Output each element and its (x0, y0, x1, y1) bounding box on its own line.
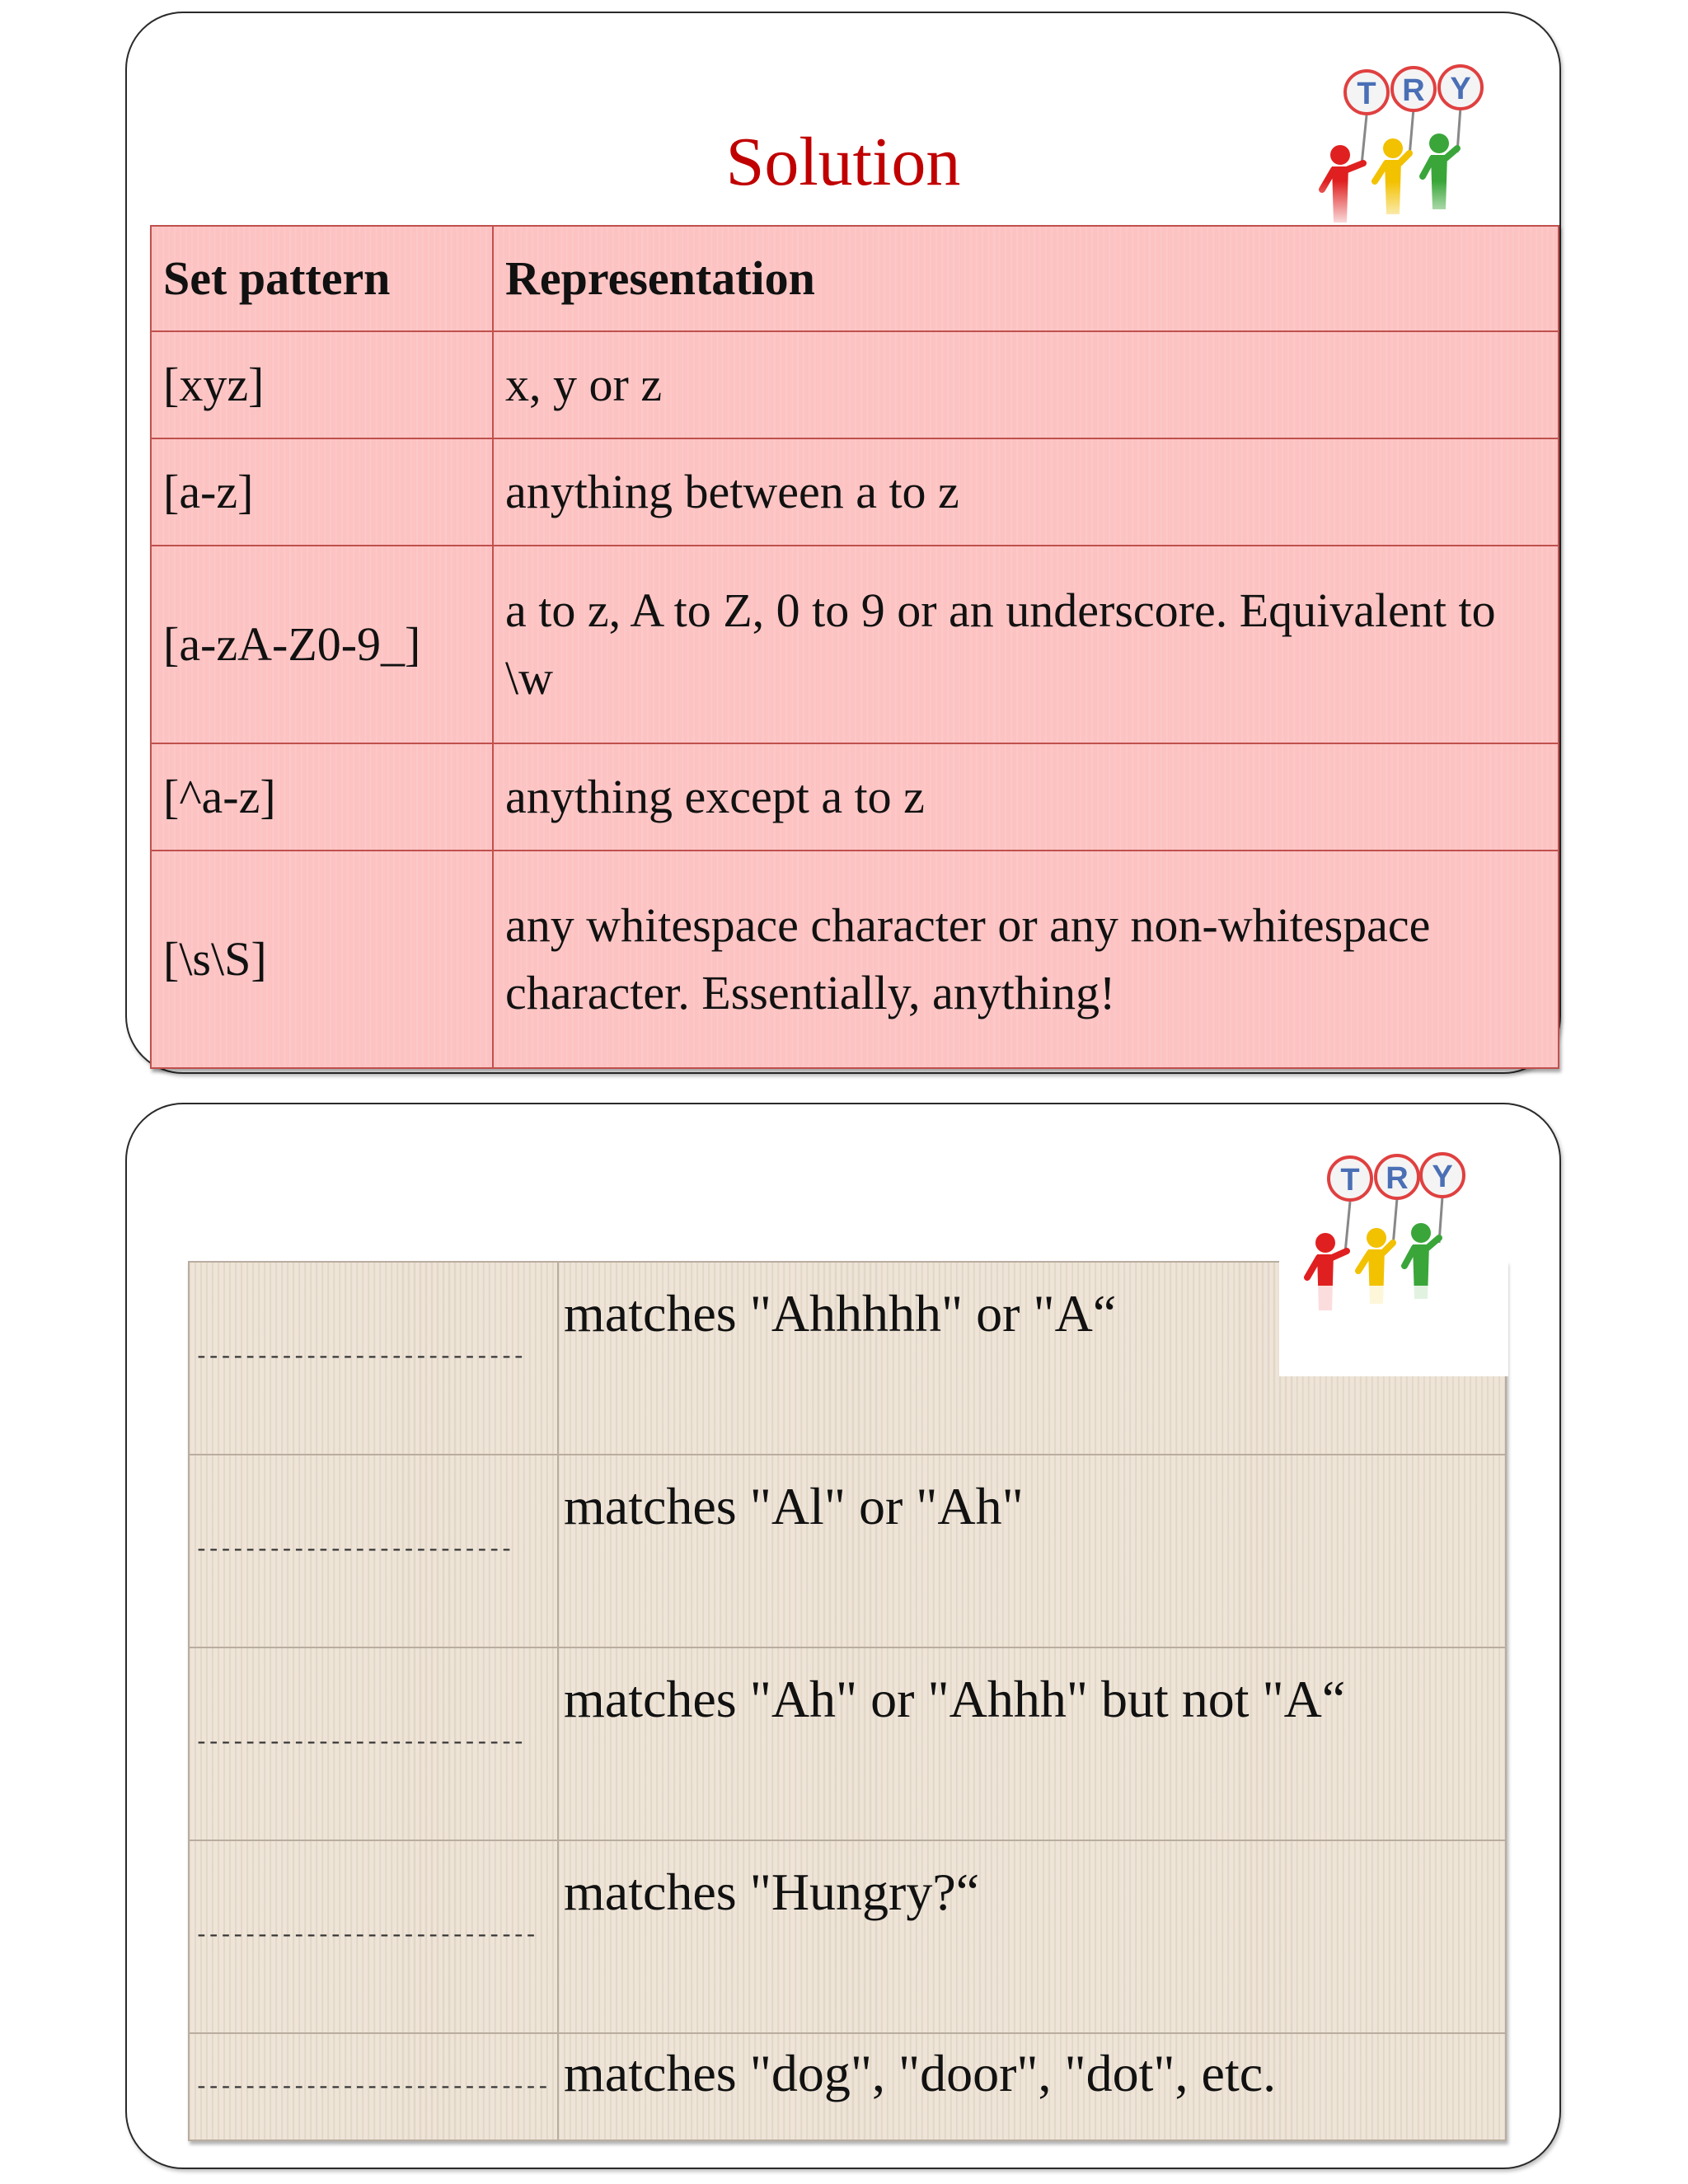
table-row (151, 851, 1559, 1068)
representation-cell: any whitespace character or any non-whitespace character. Essentially, anything! (493, 851, 1559, 1068)
answer-blank[interactable]: --------------------------- (195, 1345, 524, 1371)
pattern-cell: [\s\S] (151, 851, 493, 1068)
table-row (189, 1647, 1506, 1840)
exercise-table (188, 1261, 1507, 2141)
answer-blank-cell[interactable] (189, 2033, 558, 2140)
logo-letter-r: R (1386, 1161, 1409, 1196)
try-figures-icon (1279, 1146, 1508, 1376)
description-cell: matches "Hungry?“ (558, 1840, 1506, 2033)
description-cell: matches "Al" or "Ah" (558, 1455, 1506, 1647)
table-row (189, 1840, 1506, 2033)
table-row (189, 1455, 1506, 1647)
representation-cell: x, y or z (493, 331, 1559, 438)
header-representation: Representation (493, 226, 1559, 331)
answer-blank-cell[interactable] (189, 1840, 558, 2033)
description-cell: matches "dog", "door", "dot", etc. (558, 2033, 1506, 2140)
answer-blank-cell[interactable] (189, 1455, 558, 1647)
table-row (189, 2033, 1506, 2140)
answer-blank[interactable]: ---------------------------- (195, 1924, 537, 1949)
description-cell: matches "Ahhhhh" or "A“ (558, 1262, 1506, 1455)
pattern-cell: [^a-z] (151, 743, 493, 851)
logo-letter-r: R (1402, 73, 1425, 108)
representation-cell: a to z, A to Z, 0 to 9 or an underscore. Equivalent to \w (493, 546, 1559, 743)
answer-blank[interactable]: -------------------------- (195, 1538, 512, 1563)
table-header-row (151, 226, 1559, 331)
header-set-pattern: Set pattern (151, 226, 493, 331)
answer-blank-cell[interactable] (189, 1262, 558, 1455)
table-row (151, 546, 1559, 743)
try-figures-icon (1286, 58, 1533, 231)
slide-title: Solution (725, 124, 961, 200)
logo-letter-t: T (1357, 77, 1376, 111)
table-row (151, 331, 1559, 438)
representation-cell: anything except a to z (493, 743, 1559, 851)
pattern-cell: [a-z] (151, 438, 493, 546)
answer-blank[interactable]: ----------------------------- (195, 2075, 549, 2101)
logo-letter-y: Y (1450, 72, 1471, 106)
answer-blank[interactable]: --------------------------- (195, 1731, 524, 1756)
pattern-cell: [xyz] (151, 331, 493, 438)
pattern-cell: [a-zA-Z0-9_] (151, 546, 493, 743)
set-pattern-table (150, 225, 1559, 1069)
table-row (151, 743, 1559, 851)
answer-blank-cell[interactable] (189, 1647, 558, 1840)
table-row (151, 438, 1559, 546)
logo-letter-t: T (1340, 1163, 1360, 1197)
representation-cell: anything between a to z (493, 438, 1559, 546)
description-cell: matches "Ah" or "Ahhh" but not "A“ (558, 1647, 1506, 1840)
logo-letter-y: Y (1432, 1160, 1453, 1194)
